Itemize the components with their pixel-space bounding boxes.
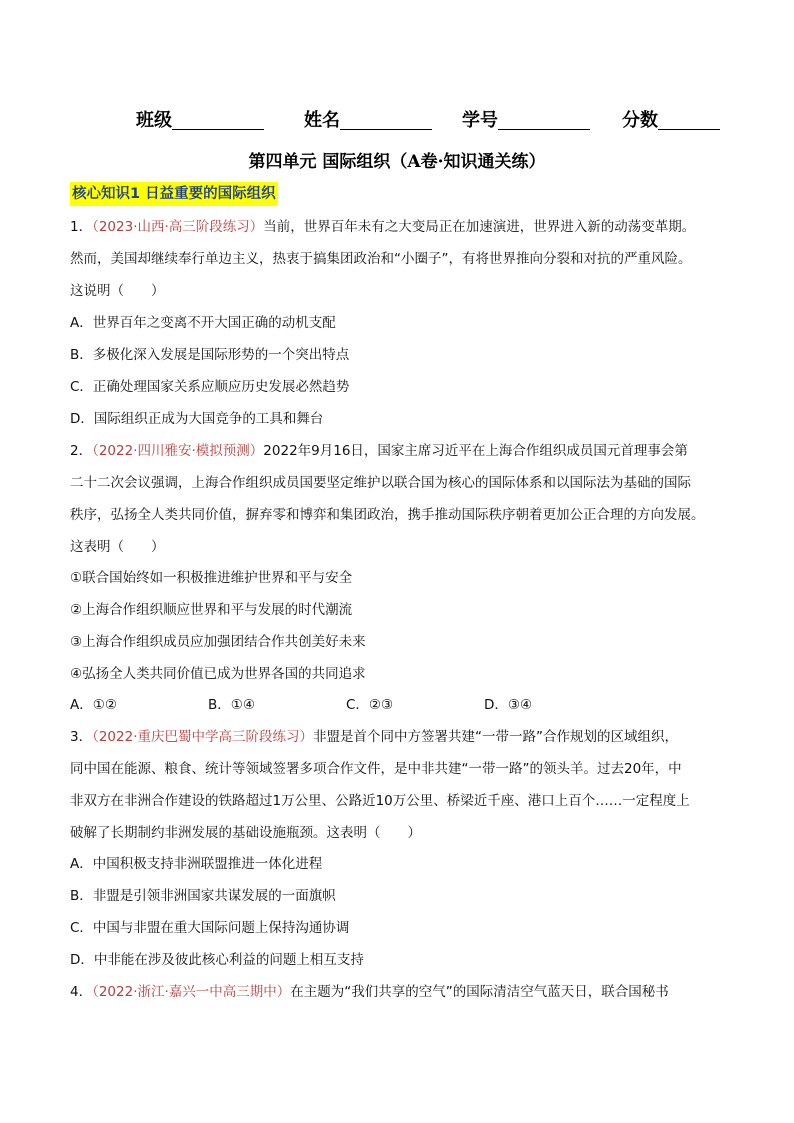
question-2-statement-4: ④弘扬全人类共同价值已成为世界各国的共同追求 [70,666,366,682]
question-1-line-1 [70,217,695,237]
question-3-line-3: 非双方在非洲合作建设的铁路超过1万公里、公路近10万公里、桥梁近千座、港口上百个……一定程度上 [70,793,690,809]
question-1-option-d[interactable]: D．国际组织正成为大国竞争的工具和舞台 [70,411,324,427]
question-2-statement-3: ③上海合作组织成员应加强团结合作共创美好未来 [70,634,366,650]
question-text: 当前，世界百年未有之大变局正在加速演进，世界进入新的动荡变革期。 [263,219,696,235]
score-field [622,106,720,132]
question-source[interactable]: （2022·四川雅安·模拟预测） [92,443,264,459]
question-1-line-2: 然而，美国却继续奉行单边主义，热衷于搞集团政治和“小圈子”，有将世界推向分裂和对抗的严重风险。 [70,251,692,267]
question-4-line-1 [70,982,669,1002]
question-text: 2022年9月16日，国家主席习近平在上海合作组织成员国元首理事会第 [263,443,688,459]
question-3-option-c[interactable]: C．中国与非盟在重大国际问题上保持沟通协调 [70,920,350,936]
question-2-choice-c[interactable]: C．②③ [346,697,394,713]
id-label: 学号 [462,110,498,131]
question-2-line-1 [70,441,688,461]
question-text: 非盟是首个同中方签署共建“一带一路”合作规划的区域组织， [313,729,678,745]
class-field [136,106,264,132]
question-2-line-2: 二十二次会议强调，上海合作组织成员国要坚定维护以联合国为核心的国际体系和以国际法为基础的国际 [70,475,691,491]
question-number: 3． [70,729,93,745]
class-blank[interactable] [172,111,264,130]
question-1-option-b[interactable]: B．多极化深入发展是国际形势的一个突出特点 [70,347,350,363]
question-3-line-4: 破解了长期制约非洲发展的基础设施瓶颈。这表明（ ） [70,825,421,841]
question-2-choice-d[interactable]: D．③④ [484,697,533,713]
question-number: 4． [70,984,93,1000]
question-number: 2． [70,443,93,459]
question-3-option-b[interactable]: B．非盟是引领非洲国家共谋发展的一面旗帜 [70,888,336,904]
name-label: 姓名 [304,110,340,131]
question-number: 1． [70,219,93,235]
question-source[interactable]: （2023·山西·高三阶段练习） [92,219,264,235]
score-blank[interactable] [658,111,720,130]
question-2-choice-a[interactable]: A．①② [70,697,117,713]
id-field [462,106,590,132]
question-2-choice-b[interactable]: B．①④ [208,697,255,713]
question-2-statement-1: ①联合国始终如一积极推进维护世界和平与安全 [70,570,353,586]
name-blank[interactable] [340,111,432,130]
question-source[interactable]: （2022·浙江·嘉兴一中高三期中） [92,984,291,1000]
question-1-option-a[interactable]: A．世界百年之变离不开大国正确的动机支配 [70,315,336,331]
unit-title: 第四单元 国际组织（A卷·知识通关练） [248,152,546,172]
question-3-line-1 [70,727,678,747]
question-source[interactable]: （2022·重庆巴蜀中学高三阶段练习） [92,729,313,745]
question-3-option-a[interactable]: A．中国积极支持非洲联盟推进一体化进程 [70,856,323,872]
id-blank[interactable] [498,111,590,130]
section-heading: 核心知识1 日益重要的国际组织 [70,182,278,206]
class-label: 班级 [136,110,172,131]
score-label: 分数 [622,110,658,131]
question-1-option-c[interactable]: C．正确处理国家关系应顺应历史发展必然趋势 [70,379,350,395]
question-text: 在主题为“我们共享的空气”的国际清洁空气蓝天日，联合国秘书 [290,984,669,1000]
question-2-line-4: 这表明（ ） [70,539,165,555]
name-field [304,106,432,132]
question-1-line-3: 这说明（ ） [70,283,165,299]
question-2-statement-2: ②上海合作组织顺应世界和平与发展的时代潮流 [70,602,353,618]
question-3-option-d[interactable]: D．中非能在涉及彼此核心利益的问题上相互支持 [70,952,364,968]
question-3-line-2: 同中国在能源、粮食、统计等领域签署多项合作文件，是中非共建“一带一路”的领头羊。过去20年，中 [70,761,682,777]
question-2-line-3: 秩序，弘扬全人类共同价值，摒弃零和博弈和集团政治，携手推动国际秩序朝着更加公正合理的方向发展。 [70,507,705,523]
